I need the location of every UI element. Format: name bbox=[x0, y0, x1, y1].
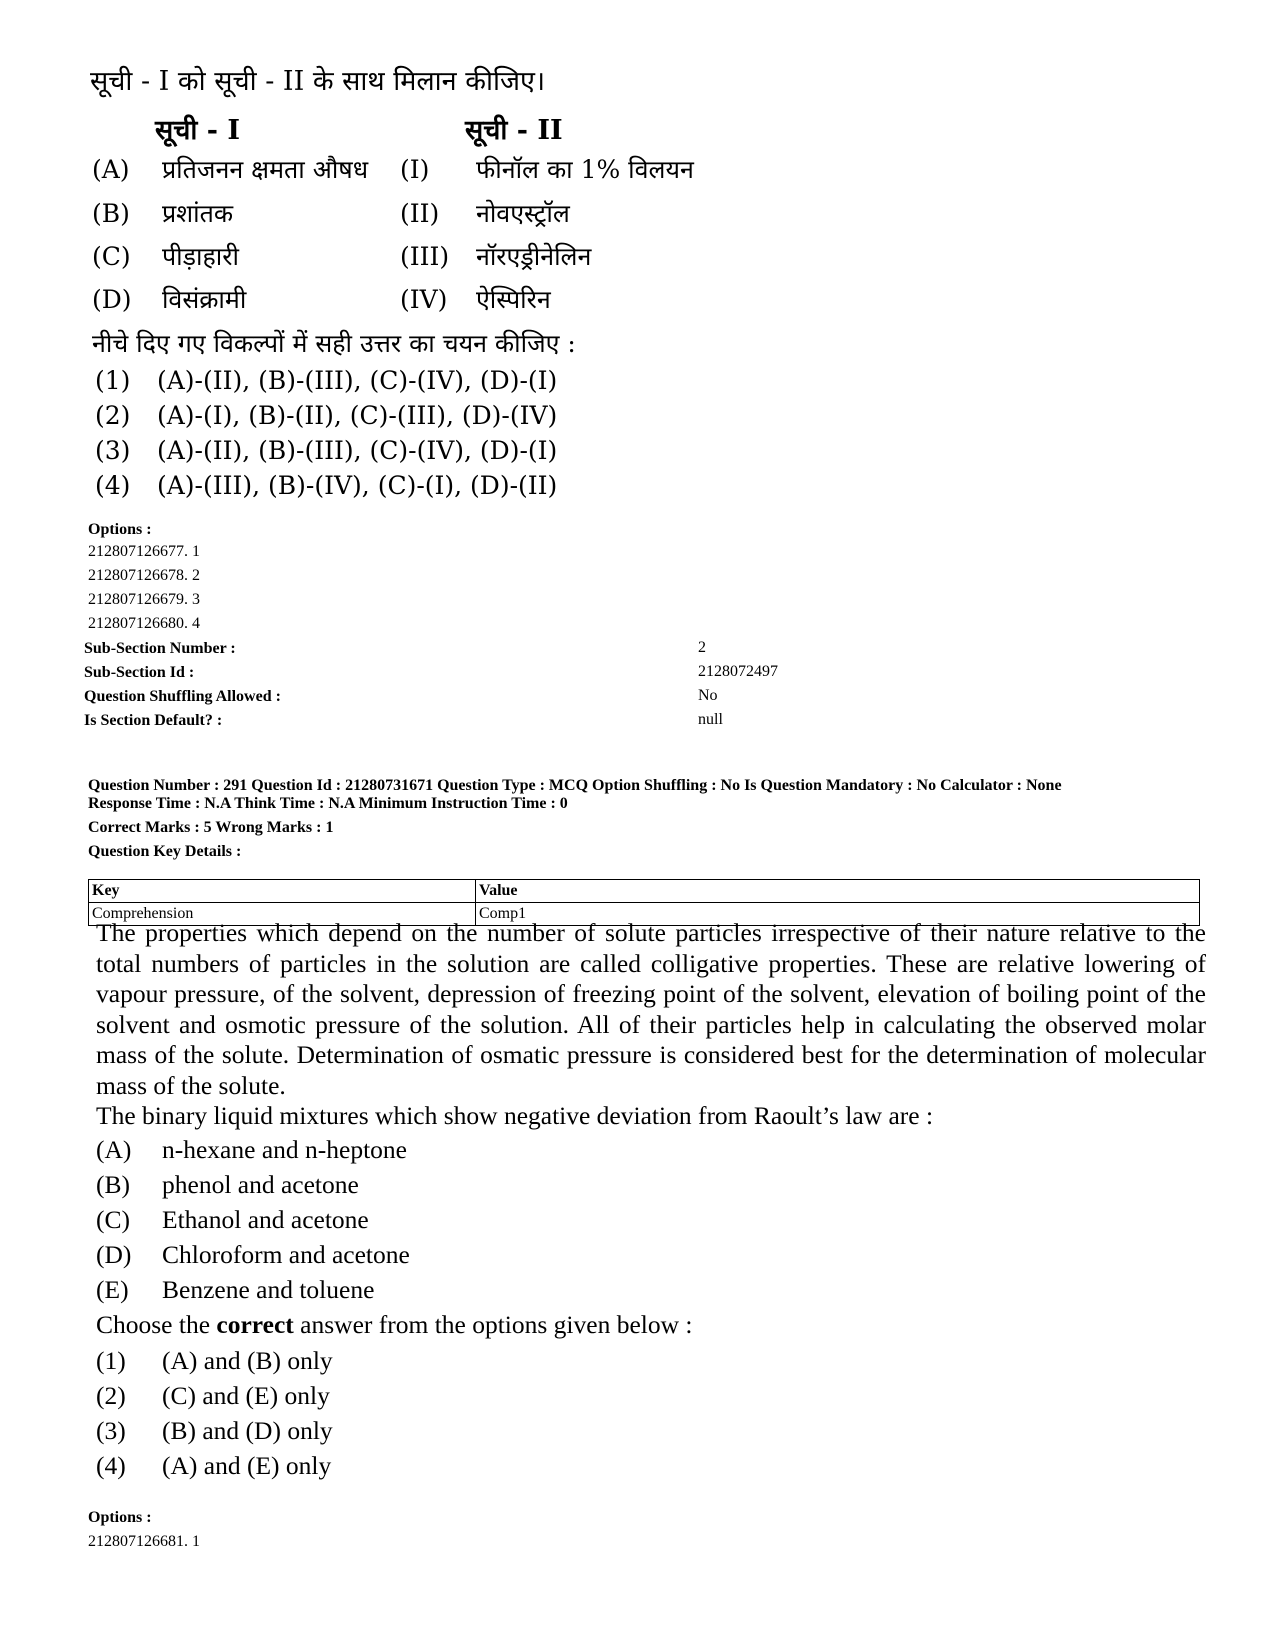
item-text: phenol and acetone bbox=[162, 1170, 359, 1199]
choose-instruction bbox=[96, 1310, 693, 1340]
option-id: 212807126677. 1 bbox=[88, 543, 200, 560]
item-text: n-hexane and n-heptone bbox=[162, 1135, 407, 1164]
row-roman: (III) bbox=[400, 242, 450, 271]
item-text: Ethanol and acetone bbox=[162, 1205, 369, 1234]
row-right: नॉरएड्रीनेलिन bbox=[475, 242, 592, 271]
options-label: Options : bbox=[88, 521, 152, 538]
option-text: (A)-(II), (B)-(III), (C)-(IV), (D)-(I) bbox=[157, 366, 558, 395]
shuffling-label: Question Shuffling Allowed : bbox=[84, 688, 281, 705]
item-tag: (B) bbox=[96, 1170, 130, 1199]
item-text: Chloroform and acetone bbox=[162, 1240, 410, 1269]
row-right: नोवएस्ट्रॉल bbox=[475, 199, 570, 228]
answer-option bbox=[95, 436, 557, 465]
match-row-right bbox=[400, 239, 591, 273]
row-left: पीड़ाहारी bbox=[161, 242, 239, 271]
option-id: 212807126681. 1 bbox=[88, 1533, 200, 1550]
item-tag: (D) bbox=[96, 1240, 132, 1269]
row-right: फीनॉल का 1% विलयन bbox=[475, 155, 694, 184]
option-id: 212807126678. 2 bbox=[88, 567, 200, 584]
option-number: (1) bbox=[95, 366, 131, 395]
answer-option bbox=[96, 1451, 331, 1481]
row-roman: (I) bbox=[400, 155, 430, 184]
match-row-right bbox=[400, 152, 694, 186]
subsection-number-label: Sub-Section Number : bbox=[84, 640, 236, 657]
list1-heading: सूची - I bbox=[155, 115, 241, 146]
table-cell-value: Comp1 bbox=[476, 903, 1200, 926]
key-details-label: Question Key Details : bbox=[88, 843, 242, 860]
option-number: (2) bbox=[95, 401, 131, 430]
subsection-number-value: 2 bbox=[698, 639, 706, 656]
match-row-right bbox=[400, 196, 570, 230]
subsection-id-value: 2128072497 bbox=[698, 663, 778, 680]
row-right: ऐस्पिरिन bbox=[475, 285, 551, 314]
question-stem: The binary liquid mixtures which show negative deviation from Raoult’s law are : bbox=[96, 1101, 934, 1130]
list-item bbox=[96, 1275, 374, 1305]
choose-bold: correct bbox=[216, 1310, 294, 1339]
list-item bbox=[96, 1135, 407, 1165]
section-default-value: null bbox=[698, 711, 723, 728]
option-text: (C) and (E) only bbox=[162, 1381, 330, 1410]
option-number: (4) bbox=[96, 1451, 126, 1480]
option-id: 212807126679. 3 bbox=[88, 591, 200, 608]
match-row bbox=[92, 239, 239, 273]
match-row bbox=[92, 152, 368, 186]
item-text: Benzene and toluene bbox=[162, 1275, 375, 1304]
answer-option bbox=[96, 1346, 333, 1376]
match-intro: सूची - I को सूची - II के साथ मिलान कीजिए। bbox=[90, 66, 546, 97]
choose-instruction-hindi: नीचे दिए गए विकल्पों में सही उत्तर का चयन कीजिए : bbox=[92, 329, 576, 358]
match-row-right bbox=[400, 282, 551, 316]
table-header-key: Key bbox=[89, 880, 476, 903]
list2-heading: सूची - II bbox=[465, 115, 563, 146]
comprehension-passage: The properties which depend on the number of solute particles irrespective of their nature relative to the total numbers of particles in the solution are called colligative properties. These are relative lowering of vapour pressure, of the solvent, depression of freezing point of the solvent, elevation of boiling point of the solvent and osmotic pressure of the solution. All of their particles help in calculating the observed molar mass of the solute. Determination of osmatic pressure is considered best for the determination of molecular mass of the solute. bbox=[96, 918, 1206, 1100]
subsection-id-label: Sub-Section Id : bbox=[84, 664, 195, 681]
choose-post: answer from the options given below : bbox=[293, 1310, 693, 1339]
choose-pre: Choose the bbox=[96, 1310, 217, 1339]
option-number: (2) bbox=[96, 1381, 126, 1410]
list-item bbox=[96, 1205, 369, 1235]
table-cell-key: Comprehension bbox=[89, 903, 476, 926]
section-default-label: Is Section Default? : bbox=[84, 712, 223, 729]
row-tag: (A) bbox=[92, 155, 130, 184]
item-tag: (E) bbox=[96, 1275, 129, 1304]
match-row bbox=[92, 282, 246, 316]
marks-line: Correct Marks : 5 Wrong Marks : 1 bbox=[88, 819, 334, 836]
table-header-row bbox=[89, 880, 1200, 903]
list-item bbox=[96, 1240, 410, 1270]
option-number: (3) bbox=[96, 1416, 126, 1445]
row-roman: (II) bbox=[400, 199, 440, 228]
row-tag: (C) bbox=[92, 242, 131, 271]
answer-option bbox=[95, 471, 557, 500]
answer-option bbox=[95, 401, 557, 430]
option-number: (1) bbox=[96, 1346, 126, 1375]
answer-option bbox=[96, 1416, 333, 1446]
row-left: प्रतिजनन क्षमता औषध bbox=[161, 155, 369, 184]
options-label: Options : bbox=[88, 1509, 152, 1526]
row-left: प्रशांतक bbox=[161, 199, 234, 228]
option-text: (A) and (B) only bbox=[162, 1346, 333, 1375]
option-text: (A) and (E) only bbox=[162, 1451, 332, 1480]
list-item bbox=[96, 1170, 359, 1200]
row-roman: (IV) bbox=[400, 285, 448, 314]
option-text: (A)-(III), (B)-(IV), (C)-(I), (D)-(II) bbox=[157, 471, 558, 500]
row-left: विसंक्रामी bbox=[161, 285, 247, 314]
shuffling-value: No bbox=[698, 687, 718, 704]
option-text: (B) and (D) only bbox=[162, 1416, 333, 1445]
option-text: (A)-(II), (B)-(III), (C)-(IV), (D)-(I) bbox=[157, 436, 558, 465]
item-tag: (C) bbox=[96, 1205, 130, 1234]
row-tag: (B) bbox=[92, 199, 130, 228]
table-header-value: Value bbox=[476, 880, 1200, 903]
row-tag: (D) bbox=[92, 285, 132, 314]
match-row bbox=[92, 196, 233, 230]
answer-option bbox=[96, 1381, 330, 1411]
item-tag: (A) bbox=[96, 1135, 132, 1164]
answer-option bbox=[95, 366, 557, 395]
option-number: (3) bbox=[95, 436, 131, 465]
option-id: 212807126680. 4 bbox=[88, 615, 200, 632]
option-text: (A)-(I), (B)-(II), (C)-(III), (D)-(IV) bbox=[157, 401, 558, 430]
question-meta-line1: Question Number : 291 Question Id : 21280731671 Question Type : MCQ Option Shuffling : No Is Question Mandatory : No Calculator : None bbox=[88, 777, 1062, 794]
question-meta-line2: Response Time : N.A Think Time : N.A Minimum Instruction Time : 0 bbox=[88, 795, 568, 812]
option-number: (4) bbox=[95, 471, 131, 500]
